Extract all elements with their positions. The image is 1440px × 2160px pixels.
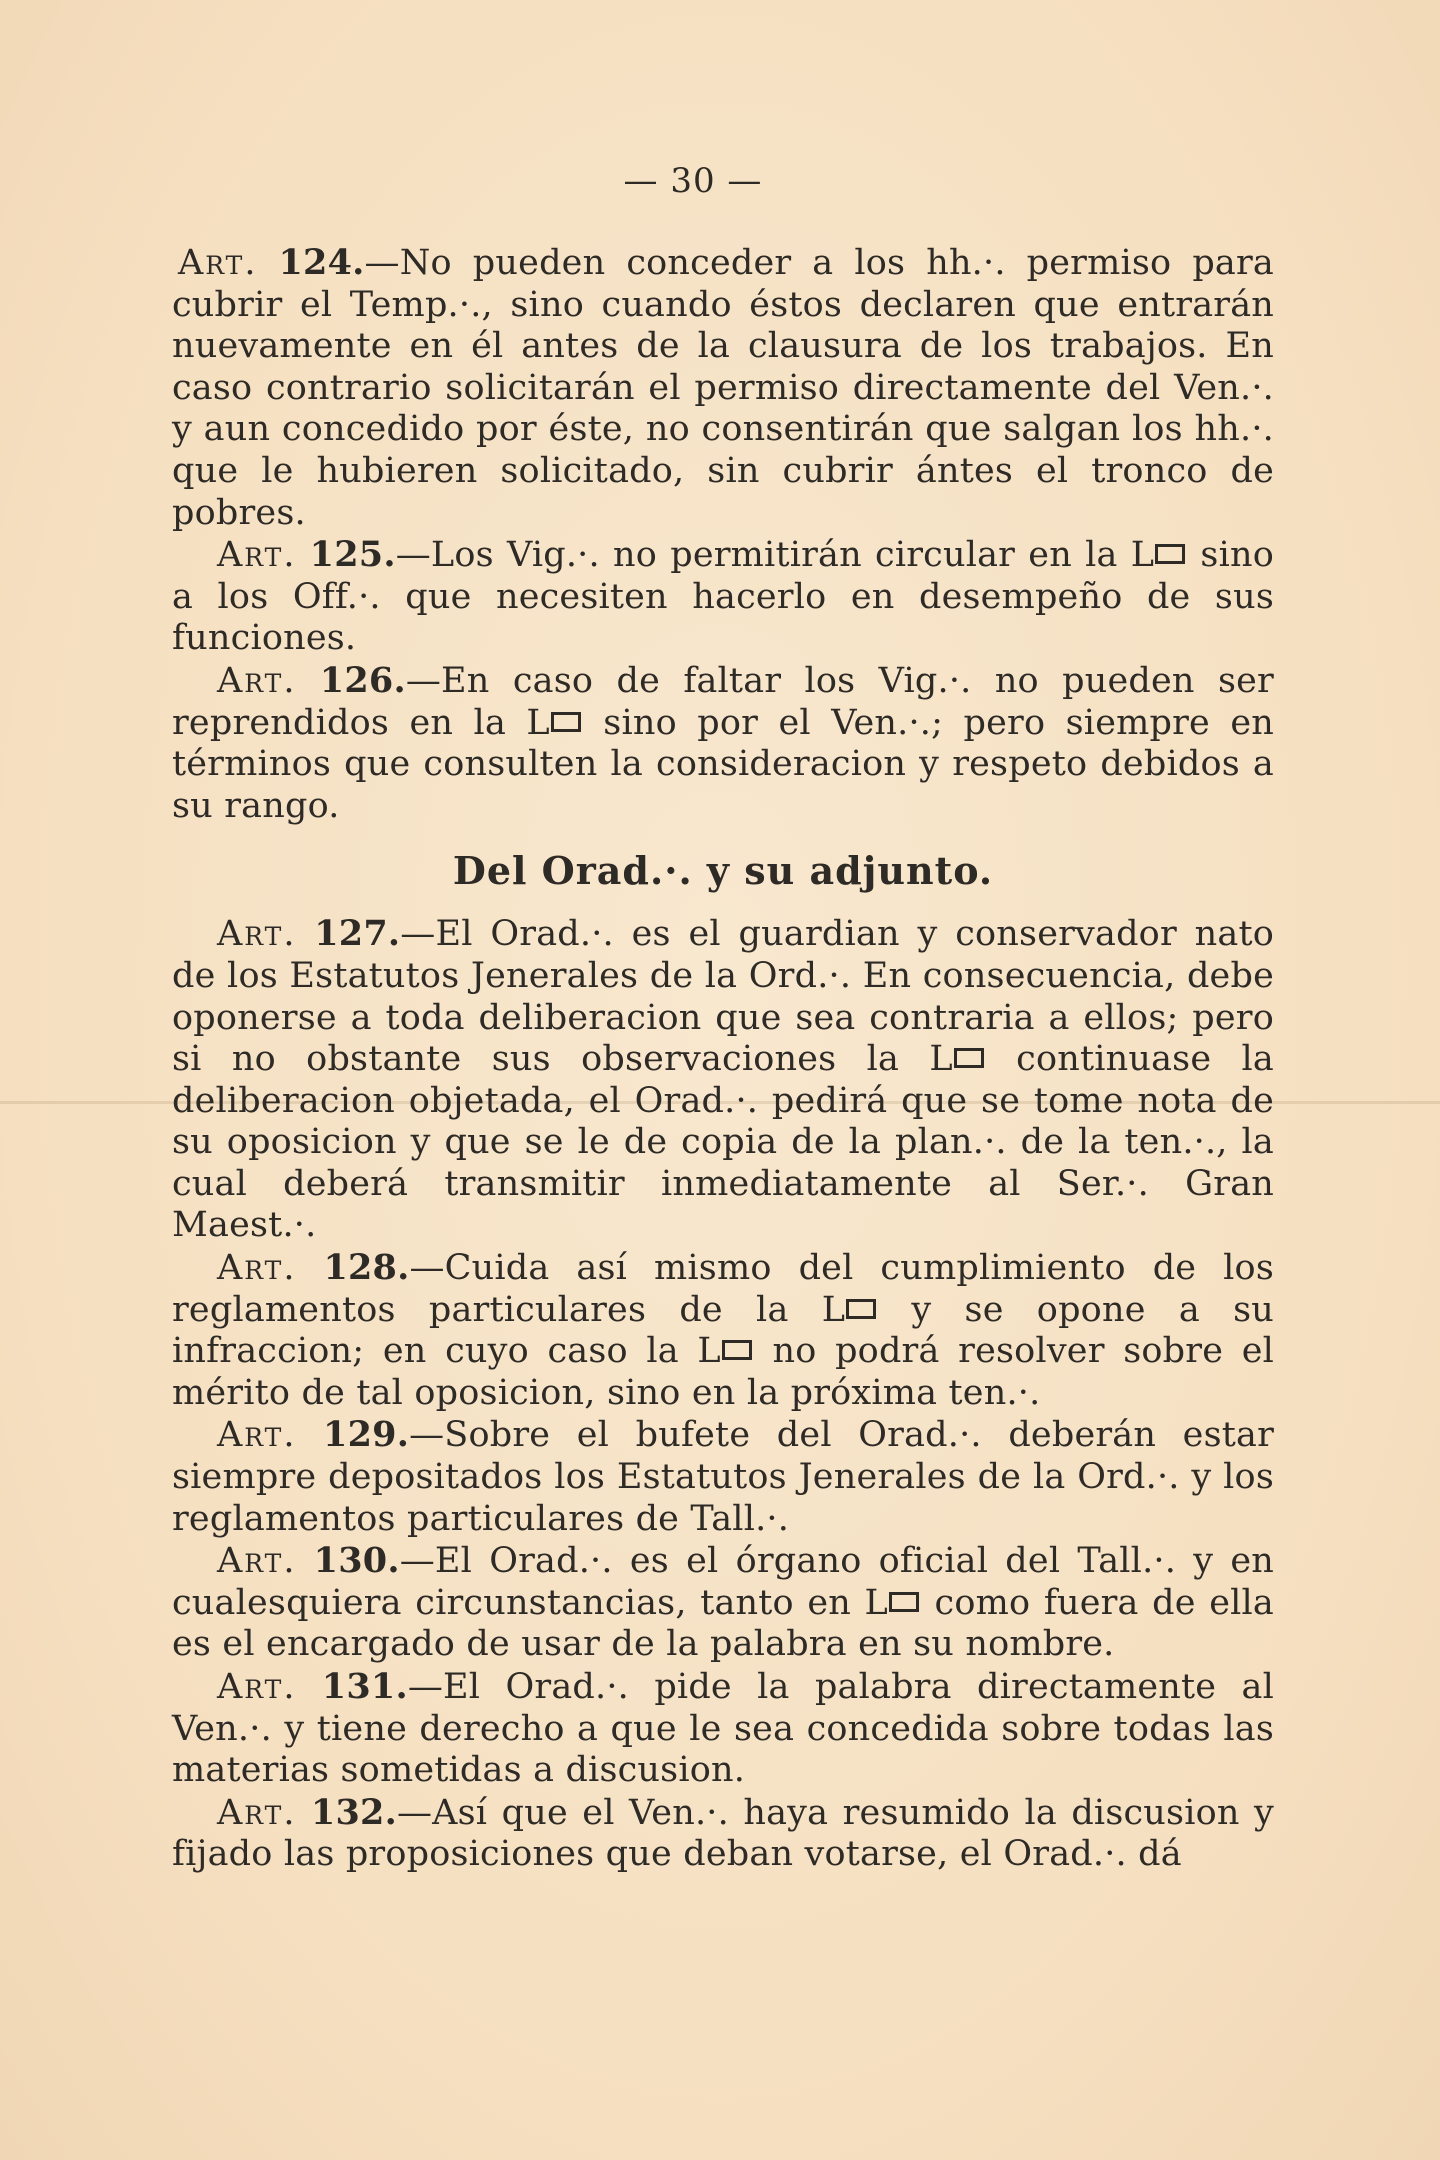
lodge-symbol-icon <box>551 712 581 732</box>
article-number: 130. <box>313 1540 400 1582</box>
article-text: y se opone a su infraccion; en cuyo caso la L <box>172 1289 1274 1372</box>
article-text: continuase la deliberacion objetada, el Orad.·. pedirá que se tome nota de su oposicion y que se le de copia de la plan.·. de la ten.·., la cual deberá transmitir inmediatamente al Ser.·. Gran Maest.·. <box>172 1039 1275 1246</box>
article-127 <box>172 913 1274 1247</box>
lodge-symbol-icon <box>722 1340 752 1360</box>
article-number: 129. <box>323 1414 410 1456</box>
article-number: 127. <box>314 913 401 955</box>
article-number: 131. <box>321 1666 408 1707</box>
article-text: —Cuida así mismo del cumplimiento de los reglamentos particulares de la L <box>172 1248 1274 1330</box>
lodge-symbol-icon <box>954 1048 984 1068</box>
lodge-symbol-icon <box>889 1592 919 1612</box>
article-text: —El Orad.·. es el guardian y conservador nato de los Estatutos Jenerales de la Ord.·. En consecuencia, debe oponerse a toda deliberacion que sea contraria a ellos; pero si no obstante sus observaciones la L <box>172 914 1274 1080</box>
article-131 <box>172 1666 1274 1792</box>
article-number: 124. <box>278 242 365 283</box>
article-text: como fuera de ella es el encargado de usar de la palabra en su nombre. <box>172 1582 1274 1665</box>
page-number: — 30 — <box>623 161 763 201</box>
article-label: Art. <box>217 1667 297 1707</box>
article-124 <box>172 242 1274 534</box>
article-text: —El Orad.·. es el órgano oficial del Tall.·. y en cualesquiera circunstancias, tanto en L <box>172 1541 1275 1623</box>
lodge-symbol-icon <box>846 1299 876 1319</box>
article-text: —Los Vig.·. no permitirán circular en la L <box>395 535 1155 576</box>
article-130 <box>172 1540 1274 1666</box>
article-125 <box>172 534 1274 660</box>
article-label: Art. <box>217 660 297 701</box>
article-number: 125. <box>309 534 396 576</box>
article-label: Art. <box>217 535 297 576</box>
section-title: Del Orad.·. y su adjunto. <box>452 848 994 894</box>
book-page <box>172 160 1274 1876</box>
article-label: Art. <box>178 243 258 283</box>
article-128 <box>172 1247 1274 1414</box>
article-text: —El Orad.·. pide la palabra directamente al Ven.·. y tiene derecho a que le sea concedida sobre todas las materias sometidas a discusion. <box>172 1667 1274 1791</box>
article-text: sino por el Ven.·.; pero siempre en términos que consulten la consideracion y respeto debidos a su rango. <box>172 702 1275 826</box>
article-number: 126. <box>319 659 406 701</box>
article-text: no podrá resolver sobre el mérito de tal oposicion, sino en la próxima ten.·. <box>172 1331 1274 1413</box>
article-number: 132. <box>310 1791 397 1833</box>
article-text: sino a los Off.·. que necesiten hacerlo en desempeño de sus funciones. <box>172 535 1274 659</box>
article-number: 128. <box>323 1247 410 1289</box>
article-126 <box>172 660 1274 827</box>
article-label: Art. <box>217 914 297 955</box>
article-129 <box>172 1414 1274 1540</box>
article-text: —En caso de faltar los Vig.·. no pueden ser reprendidos en la L <box>172 660 1274 743</box>
lodge-symbol-icon <box>1155 544 1185 564</box>
article-label: Art. <box>217 1541 297 1582</box>
article-132 <box>172 1792 1274 1876</box>
article-label: Art. <box>217 1792 297 1833</box>
article-text: —No pueden conceder a los hh.·. permiso para cubrir el Temp.·., sino cuando éstos declaren que entrarán nuevamente en él antes de la clausura de los trabajos. En caso contrario solicitarán el permiso directamente del Ven.·. y aun concedido por éste, no consentirán que salgan los hh.·. que le hubieren solicitado, sin cubrir ántes el tronco de pobres. <box>172 243 1274 533</box>
article-text: —Así que el Ven.·. haya resumido la discusion y fijado las proposiciones que deban votarse, el Orad.·. dá <box>172 1792 1274 1875</box>
article-text: —Sobre el bufete del Orad.·. deberán estar siempre depositados los Estatutos Jenerales de la Ord.·. y los reglamentos particulares de Tall.·. <box>172 1415 1274 1539</box>
article-label: Art. <box>217 1248 297 1289</box>
article-label: Art. <box>217 1415 297 1456</box>
